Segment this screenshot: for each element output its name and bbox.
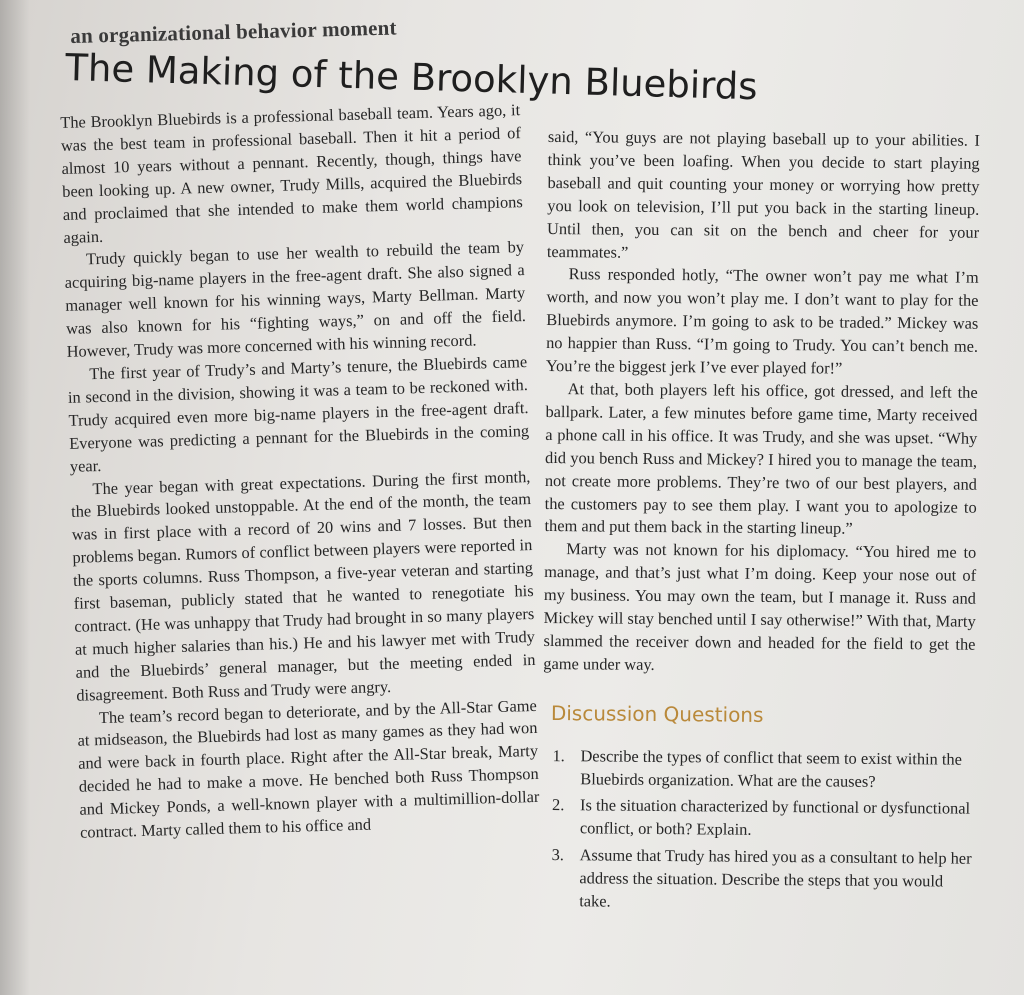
page-title: The Making of the Brooklyn Bluebirds: [64, 46, 759, 109]
question-number: 3.: [551, 845, 565, 865]
question-number: 1.: [552, 745, 565, 765]
right-column: [541, 126, 980, 921]
paragraph: The Brooklyn Bluebirds is a professional baseball team. Years ago, it was the best team in professional baseball. Then it hit a period of almost 10 years without a pennant. Recently, though, things have been looking up. A new owner, Trudy Mills, acquired the Bluebirds and proclaimed that she intended to make them world champions again.: [60, 100, 523, 247]
section-kicker: an organizational behavior moment: [70, 15, 397, 48]
paragraph: Trudy quickly began to use her wealth to rebuild the team by acquiring big-name players in the free-agent draft. She also signed a manager well known for his winning ways, Marty Bellman. Marty was also known for his “fighting ways,” on and off the field. However, Trudy was more concerned with his winning record.: [64, 237, 527, 361]
discussion-question: [552, 795, 974, 844]
question-text: Is the situation characterized by functional or dysfunctional conflict, or both? Explain.: [579, 795, 971, 840]
question-text: Describe the types of conflict that seem to exist within the Bluebirds organization. What are the causes?: [580, 745, 963, 791]
question-text: Assume that Trudy has hired you as a consultant to help her address the situation. Describe the steps that you would take.: [579, 845, 972, 911]
paragraph: Marty was not known for his diplomacy. “You hired me to manage, and that’s just what I’m doing. Keep your nose out of my business. You may own the team, but I manage it. Russ and Mickey will stay benched until I say otherwise!” With that, Marty slammed the receiver down and headed for the field to get the game under way.: [543, 539, 977, 674]
paragraph: Russ responded hotly, “The owner won’t pay me what I’m worth, and now you won’t play me. I don’t want to play for the Bluebirds anymore. I’m going to ask to be traded.” Mickey was no happier than Russ. “I’m going to Trudy. You can’t bench me. You’re the biggest jerk I’ve ever played for!”: [545, 264, 979, 378]
discussion-question-list: [541, 745, 974, 917]
paragraph: The team’s record began to deteriorate, and by the All-Star Game at midseason, the Bluebirds had lost as many games as they had won and were back in fourth place. Right after the All-Star break, Marty decided he had to make a move. He benched both Russ Thompson and Mickey Ponds, a well-known player with a multimillion-dollar contract. Marty called them to his office and: [77, 695, 540, 842]
paragraph: The first year of Trudy’s and Marty’s tenure, the Bluebirds came in second in the division, showing it was a team to be reckoned with. Trudy acquired even more big-name players in the free-agent draft. Everyone was predicting a pennant for the Bluebirds in the coming year.: [67, 352, 530, 476]
left-column: [60, 99, 540, 845]
discussion-question: [551, 844, 974, 916]
question-number: 2.: [551, 795, 565, 815]
paragraph: The year began with great expectations. During the first month, the Bluebirds looked unstoppable. At the end of the month, the team was in first place with a record of 20 wins and 7 losses. But then problems began. Rumors of conflict between players were reported in the sports columns. Russ Thompson, a five-year veteran and starting first baseman, publicly stated that he wanted to renegotiate his contract. (He was unhappy that Trudy had brought in so many players at much higher salaries than his.) He and his lawyer met with Trudy and the Bluebirds’ general manager, but the meeting ended in disagreement. Both Russ and Trudy were angry.: [70, 466, 536, 705]
page-gutter-shadow: [0, 0, 30, 995]
paragraph: At that, both players left his office, got dressed, and left the ballpark. Later, a few minutes before game time, Marty received a phone call in his office. It was Trudy, and she was upset. “Why did you bench Russ and Mickey? I hired you to manage the team, not create more problems. They’re two of our best players, and the customers pay to see them play. I want you to apologize to them and put them back in the starting lineup.”: [544, 379, 978, 539]
paragraph: said, “You guys are not playing baseball up to your abilities. I think you’ve been loafing. When you decide to start playing baseball and quit counting your money or worrying how pretty you look on television, I’ll put you back in the starting lineup. Until then, you can sit on the bench and cheer for your teammates.”: [546, 126, 980, 262]
discussion-questions-heading: Discussion Questions: [550, 700, 764, 727]
discussion-question: [552, 745, 974, 794]
